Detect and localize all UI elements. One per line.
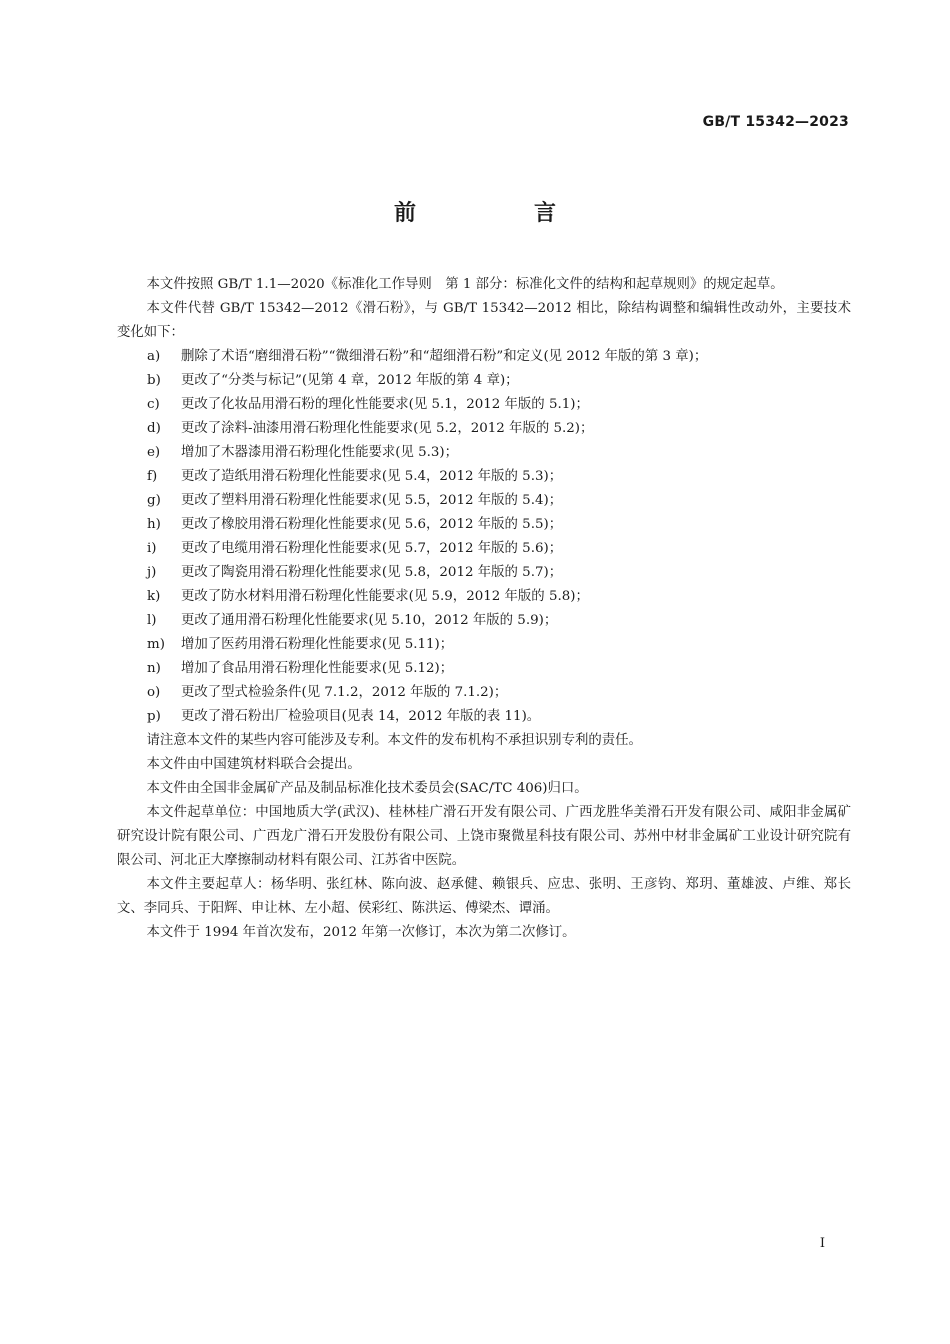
list-item-label: f): [147, 469, 158, 484]
list-item-text: 增加了医药用滑石粉理化性能要求(见 5.11)；: [181, 637, 454, 652]
list-item-text: 更改了滑石粉出厂检验项目(见表 14，2012 年版的表 11)。: [181, 709, 541, 724]
list-item-label: g): [147, 493, 161, 508]
list-item-text: 更改了涂料-油漆用滑石粉理化性能要求(见 5.2，2012 年版的 5.2)；: [181, 421, 594, 436]
paragraph-patent-notice: 请注意本文件的某些内容可能涉及专利。本文件的发布机构不承担识别专利的责任。: [146, 733, 642, 748]
paragraph-committee: 本文件由全国非金属矿产品及制品标准化技术委员会(SAC/TC 406)归口。: [146, 781, 588, 796]
list-item-text: 更改了通用滑石粉理化性能要求(见 5.10，2012 年版的 5.9)；: [181, 613, 558, 628]
list-item: [117, 609, 851, 633]
list-item: [117, 489, 851, 513]
list-item: [117, 393, 851, 417]
list-item-label: d): [147, 421, 161, 436]
list-item-label: a): [147, 349, 161, 364]
changes-list: [117, 345, 851, 729]
paragraph-drafters: 本文件主要起草人：杨华明、张红林、陈向波、赵承健、赖银兵、应忠、张明、王彦钧、郑玥、董雄波、卢维、郑长文、李同兵、于阳辉、申让林、左小超、侯彩红、陈洪运、傅梁杰、谭涌。: [117, 877, 851, 916]
list-item-text: 更改了防水材料用滑石粉理化性能要求(见 5.9，2012 年版的 5.8)；: [181, 589, 589, 604]
list-item-label: e): [147, 445, 161, 460]
list-item-label: p): [147, 709, 161, 724]
list-item: [117, 537, 851, 561]
list-item-text: 删除了术语“磨细滑石粉”“微细滑石粉”和“超细滑石粉”和定义(见 2012 年版的第 3 章)；: [181, 349, 708, 364]
list-item-label: o): [147, 685, 161, 700]
list-item-text: 更改了型式检验条件(见 7.1.2，2012 年版的 7.1.2)；: [181, 685, 508, 700]
list-item: [117, 681, 851, 705]
list-item: [117, 585, 851, 609]
paragraph-drafting-rules: 本文件按照 GB/T 1.1—2020《标准化工作导则 第 1 部分：标准化文件的结构和起草规则》的规定起草。: [146, 277, 784, 292]
list-item: [117, 561, 851, 585]
list-item: [117, 705, 851, 729]
list-item-text: 更改了“分类与标记”(见第 4 章，2012 年版的第 4 章)；: [181, 373, 519, 388]
standard-number: GB/T 15342—2023: [702, 114, 849, 130]
list-item: [117, 441, 851, 465]
list-item: [117, 465, 851, 489]
list-item-label: j): [147, 565, 157, 580]
list-item: [117, 345, 851, 369]
list-item-text: 更改了造纸用滑石粉理化性能要求(见 5.4，2012 年版的 5.3)；: [181, 469, 563, 484]
paragraph-replacement-notice: 本文件代替 GB/T 15342—2012《滑石粉》，与 GB/T 15342—2012 相比，除结构调整和编辑性改动外，主要技术变化如下：: [117, 301, 851, 340]
list-item: [117, 513, 851, 537]
list-item-text: 更改了塑料用滑石粉理化性能要求(见 5.5，2012 年版的 5.4)；: [181, 493, 563, 508]
paragraph-history: 本文件于 1994 年首次发布，2012 年第一次修订，本次为第二次修订。: [146, 925, 576, 940]
list-item-label: h): [147, 517, 161, 532]
list-item-label: b): [147, 373, 161, 388]
list-item-label: l): [147, 613, 157, 628]
list-item-label: k): [147, 589, 161, 604]
list-item: [117, 369, 851, 393]
list-item-text: 更改了橡胶用滑石粉理化性能要求(见 5.6，2012 年版的 5.5)；: [181, 517, 563, 532]
paragraph-drafting-units: 本文件起草单位：中国地质大学(武汉)、桂林桂广滑石开发有限公司、广西龙胜华美滑石开发有限公司、咸阳非金属矿研究设计院有限公司、广西龙广滑石开发股份有限公司、上饶市聚微星科技有限公司、苏州中材非金属矿工业设计研究院有限公司、河北正大摩擦制动材料有限公司、江苏省中医院。: [117, 805, 851, 868]
list-item: [117, 657, 851, 681]
list-item-label: c): [147, 397, 160, 412]
list-item: [117, 633, 851, 657]
list-item-label: i): [147, 541, 157, 556]
list-item-text: 更改了化妆品用滑石粉的理化性能要求(见 5.1，2012 年版的 5.1)；: [181, 397, 589, 412]
list-item-text: 增加了食品用滑石粉理化性能要求(见 5.12)；: [181, 661, 454, 676]
paragraph-proposer: 本文件由中国建筑材料联合会提出。: [146, 757, 361, 772]
document-body: [117, 273, 851, 945]
list-item-text: 更改了电缆用滑石粉理化性能要求(见 5.7，2012 年版的 5.6)；: [181, 541, 563, 556]
list-item-text: 更改了陶瓷用滑石粉理化性能要求(见 5.8，2012 年版的 5.7)；: [181, 565, 563, 580]
list-item: [117, 417, 851, 441]
page-title: 前 言: [393, 201, 604, 226]
list-item-label: m): [147, 637, 165, 652]
list-item-label: n): [147, 661, 161, 676]
page-number: I: [819, 1236, 825, 1251]
list-item-text: 增加了木器漆用滑石粉理化性能要求(见 5.3)；: [181, 445, 459, 460]
